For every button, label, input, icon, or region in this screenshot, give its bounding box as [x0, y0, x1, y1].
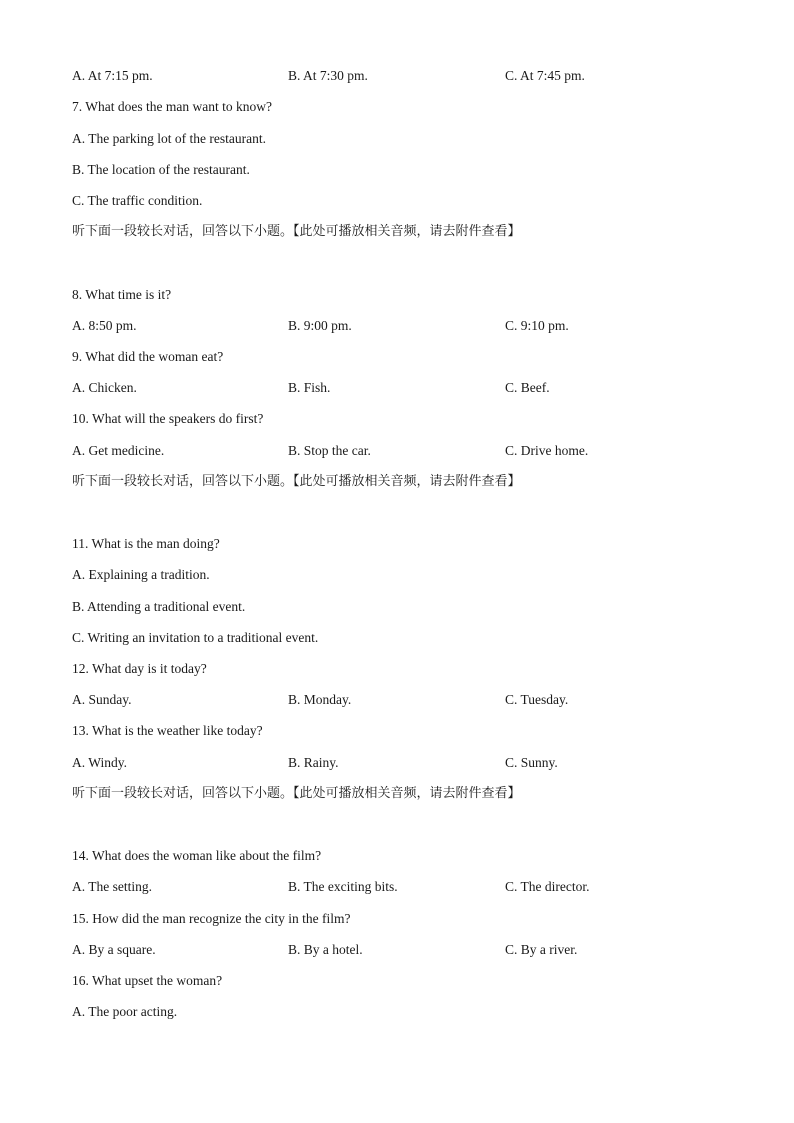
- q14-option-b: B. The exciting bits.: [288, 879, 398, 894]
- q11-question: 11. What is the man doing?: [72, 536, 220, 551]
- q11-option-b: B. Attending a traditional event.: [72, 599, 246, 614]
- q7-question: 7. What does the man want to know?: [72, 99, 272, 114]
- listening-instruction-3: 听下面一段较长对话，回答以下小题。【此处可播放相关音频，请去附件查看】: [72, 786, 521, 801]
- q9-option-b: B. Fish.: [288, 380, 331, 395]
- q12-option-a: A. Sunday.: [72, 692, 132, 707]
- q11-option-c: C. Writing an invitation to a traditional event.: [72, 630, 319, 645]
- q15-option-c: C. By a river.: [505, 942, 578, 957]
- q12-question: 12. What day is it today?: [72, 661, 207, 676]
- q9-option-c: C. Beef.: [505, 380, 550, 395]
- q8-option-c: C. 9:10 pm.: [505, 318, 569, 333]
- q8-option-b: B. 9:00 pm.: [288, 318, 352, 333]
- q6-option-a: A. At 7:15 pm.: [72, 68, 153, 83]
- q10-question: 10. What will the speakers do first?: [72, 411, 264, 426]
- q9-question: 9. What did the woman eat?: [72, 349, 224, 364]
- q7-option-a: A. The parking lot of the restaurant.: [72, 131, 266, 146]
- listening-instruction-1: 听下面一段较长对话，回答以下小题。【此处可播放相关音频，请去附件查看】: [72, 224, 521, 239]
- q14-option-c: C. The director.: [505, 879, 590, 894]
- q15-question: 15. How did the man recognize the city in the film?: [72, 911, 351, 926]
- q10-option-b: B. Stop the car.: [288, 443, 371, 458]
- q7-option-c: C. The traffic condition.: [72, 193, 203, 208]
- q14-option-a: A. The setting.: [72, 879, 152, 894]
- q8-option-a: A. 8:50 pm.: [72, 318, 137, 333]
- q11-option-a: A. Explaining a tradition.: [72, 567, 210, 582]
- q6-option-c: C. At 7:45 pm.: [505, 68, 585, 83]
- q16-question: 16. What upset the woman?: [72, 973, 223, 988]
- q13-question: 13. What is the weather like today?: [72, 723, 263, 738]
- listening-instruction-2: 听下面一段较长对话，回答以下小题。【此处可播放相关音频，请去附件查看】: [72, 474, 521, 489]
- q13-option-c: C. Sunny.: [505, 755, 558, 770]
- q14-question: 14. What does the woman like about the film?: [72, 848, 322, 863]
- q7-option-b: B. The location of the restaurant.: [72, 162, 250, 177]
- q13-option-a: A. Windy.: [72, 755, 127, 770]
- q12-option-c: C. Tuesday.: [505, 692, 569, 707]
- q10-option-a: A. Get medicine.: [72, 443, 165, 458]
- q15-option-a: A. By a square.: [72, 942, 156, 957]
- q15-option-b: B. By a hotel.: [288, 942, 363, 957]
- q12-option-b: B. Monday.: [288, 692, 352, 707]
- q13-option-b: B. Rainy.: [288, 755, 339, 770]
- q9-option-a: A. Chicken.: [72, 380, 137, 395]
- q6-option-b: B. At 7:30 pm.: [288, 68, 368, 83]
- q16-option-a: A. The poor acting.: [72, 1004, 178, 1019]
- q8-question: 8. What time is it?: [72, 287, 172, 302]
- q10-option-c: C. Drive home.: [505, 443, 589, 458]
